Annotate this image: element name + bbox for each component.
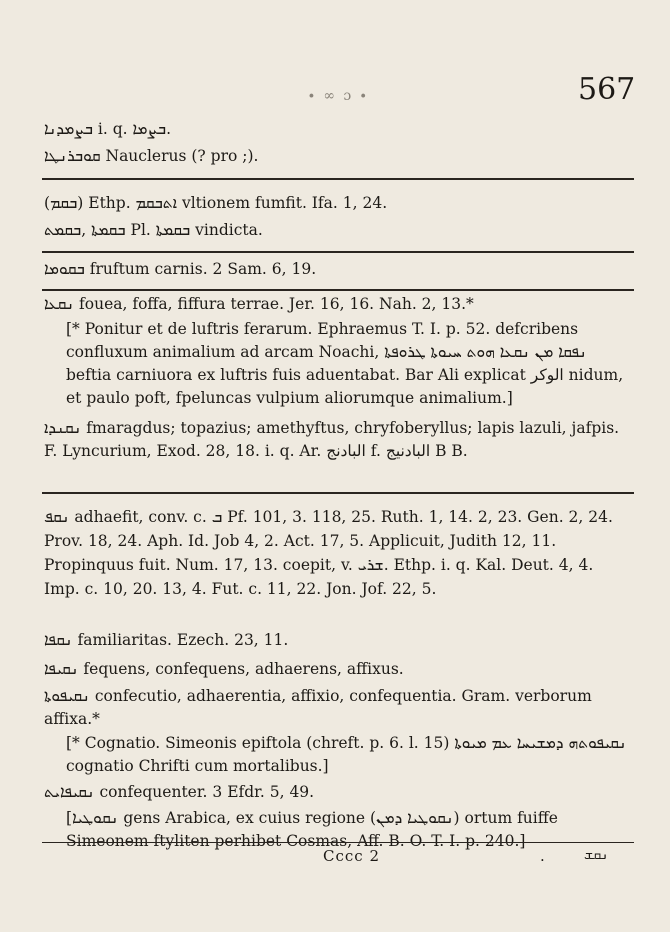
note-gens-arabica: [ܢܩܘܛܝܐ gens Arabica, ex cuius regione (ܢܩܘܛܝܐ ܕܡܢ) ortum fuiffe Simeonem ftyliten perhibet Cosmas, Aff. B. O. T. I. p. 240.] (66, 809, 558, 850)
entry-10: ܢܩܝܦܐ fequens, confequens, adhaerens, affixus. (44, 660, 404, 678)
entry-8: ܢܩܦ adhaefit, conv. c. ܒ Pf. 101, 3. 118, 25. Ruth. 1, 14. 2, 23. Gen. 2, 24. Prov. 18, 24. Aph. Id. Job 4, 2. Act. 17, 5. Applicuit, Judith 12, 11. Propinquus fuit. Num. 17, 13. coepit, v. ܫܪܝ. Ethp. i. q. Kal. Deut. 4, 4. Imp. c. 10, 20. 13, 4. Fut. c. 11, 22. Jon. Jof. 22, 5. (44, 508, 613, 598)
catchword: ܢܩܫ (584, 847, 609, 863)
signature-mark: Cccc 2 (323, 847, 380, 865)
entry-5: ܒܩܘܡܐ fruftum carnis. 2 Sam. 6, 19. (44, 260, 317, 278)
entry-12: ܢܩܝܦܐܝܬ confequenter. 3 Efdr. 5, 49. (44, 783, 315, 801)
entry-1: ܒܨܡܕܢܐ i. q. ܒܨܡܐ. (44, 120, 172, 138)
entry-9: ܢܩܦܐ familiaritas. Ezech. 23, 11. (44, 631, 289, 649)
running-head-ornament: ∙ ∞ ɔ ∙ (308, 88, 369, 104)
section-rule (42, 289, 634, 291)
entry-4: ܒܩܡܬܐ ,ܒܩܡܬ Pl. ܒܩܡܬܐ vindicta. (44, 221, 263, 239)
page-number: 567 (578, 72, 636, 107)
entry-6: ܢܩܥܐ fouea, foffa, fiffura terrae. Jer. 16, 16. Nah. 2, 13.* (44, 295, 474, 313)
note-cognatio: [* Cognatio. Simeonis epiftola (chreft. p. 6. l. 15) ܢܩܝܦܘܬܗ ܕܡܫܝܚܐ ܥܡ ܡܝܘܬܐ cognatio Chrifti cum mortalibus.] (66, 734, 627, 775)
entry-7: ܢܩܢܕܐ fmaragdus; topazius; amethyftus, chryfoberyllus; lapis lazuli, jafpis. F. Lyncurium, Exod. 28, 18. i. q. Ar. البادنج f. البادنيج B B. (44, 419, 620, 460)
section-rule (42, 251, 634, 253)
section-rule (42, 178, 634, 180)
entry-11: ܢܩܝܦܘܬܐ confecutio, adhaerentia, affixio, confequentia. Gram. verborum affixa.* (44, 687, 592, 728)
section-rule (42, 492, 634, 494)
footer-dot: . (540, 847, 545, 865)
entry-3: (ܒܩܡ) Ethp. ܐܬܒܩܡ vltionem fumfit. Ifa. 1, 24. (44, 194, 388, 212)
entry-2: ܩܘܒܪܢܛܐ Nauclerus (? pro ;). (44, 147, 259, 165)
bottom-rule (42, 842, 634, 843)
note-lustris: [* Ponitur et de luftris ferarum. Ephraemus T. I. p. 52. defcribens confluxum animalium ad arcam Noachi, ܢܦܩܐ ܡܢ ܢܩܥܐ ܗܘܬ ܚܝܘܬܐ ܛܪܘܦܬܐ beftia carniuora ex luftris fuis aduentabat. Bar Ali explicat الوكر nidum, et paulo poft, fpeluncas vulpium aliorumque animalium.] (66, 320, 624, 407)
